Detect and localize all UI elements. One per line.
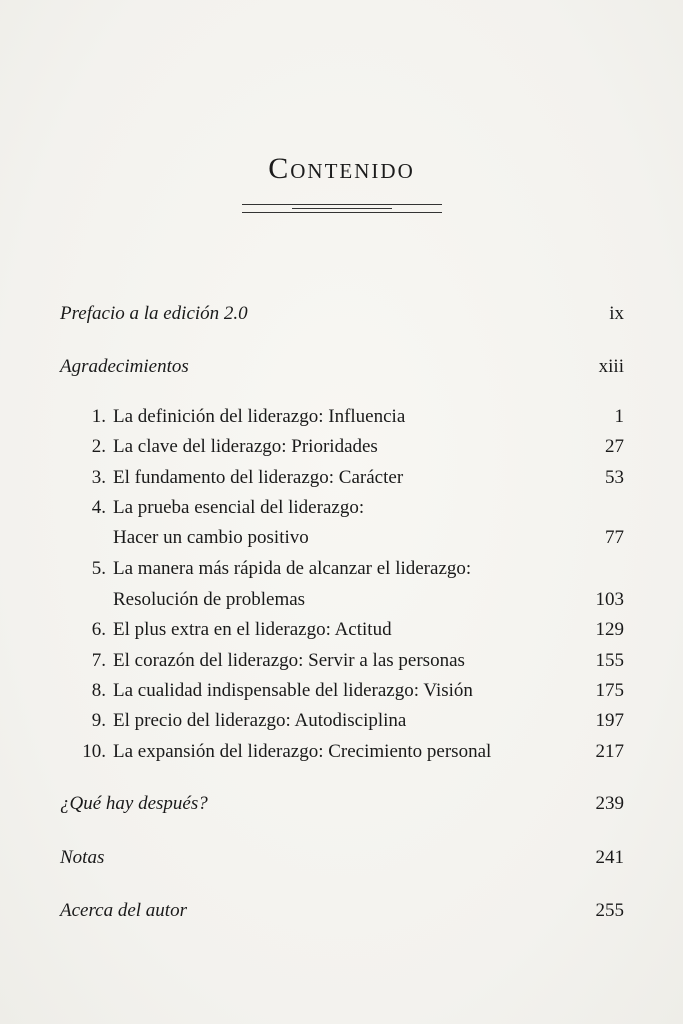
- toc-entry-prefacio: [58, 302, 624, 326]
- toc-entry-page: 241: [595, 847, 624, 868]
- toc-chapter-4: [58, 496, 624, 520]
- title-rule-middle: [292, 208, 392, 209]
- chapter-title: La clave del liderazgo: Prioridades: [113, 436, 378, 457]
- toc-entry-label: Notas: [60, 847, 105, 868]
- chapter-title: La cualidad indispensable del liderazgo: Visión: [113, 680, 473, 701]
- chapter-page: 77: [605, 527, 624, 548]
- chapter-title: La definición del liderazgo: Influencia: [113, 406, 406, 427]
- toc-entry-que-hay-despues: [58, 792, 624, 816]
- chapter-title: La prueba esencial del liderazgo:: [113, 497, 365, 518]
- chapter-number: 9.: [91, 710, 106, 731]
- toc-chapter-5-cont: [58, 588, 624, 612]
- chapter-title: El plus extra en el liderazgo: Actitud: [113, 619, 392, 640]
- chapter-title: La manera más rápida de alcanzar el liderazgo:: [113, 558, 472, 579]
- toc-entry-label: Agradecimientos: [60, 356, 189, 377]
- toc-entry-page: 255: [595, 900, 624, 921]
- toc-chapter-9: [58, 709, 624, 733]
- chapter-page: 197: [595, 710, 624, 731]
- chapter-page: 1: [614, 406, 624, 427]
- chapter-title-cont: Resolución de problemas: [113, 589, 306, 610]
- toc-chapter-10: [58, 740, 624, 764]
- chapter-title: La expansión del liderazgo: Crecimiento personal: [113, 741, 492, 762]
- toc-chapter-3: [58, 466, 624, 490]
- chapter-number: 10.: [82, 741, 106, 762]
- chapter-number: 1.: [91, 406, 106, 427]
- toc-chapter-5: [58, 557, 624, 581]
- chapter-title: El corazón del liderazgo: Servir a las personas: [113, 650, 465, 671]
- toc-chapter-1: [58, 405, 624, 429]
- toc-chapter-8: [58, 679, 624, 703]
- chapter-page: 155: [595, 650, 624, 671]
- chapter-number: 2.: [91, 436, 106, 457]
- chapter-number: 5.: [91, 558, 106, 579]
- chapter-page: 27: [605, 436, 624, 457]
- toc-entry-page: xiii: [598, 356, 624, 377]
- chapter-number: 4.: [91, 497, 106, 518]
- toc-entry-acerca-del-autor: [58, 899, 624, 923]
- chapter-page: 129: [595, 619, 624, 640]
- toc-chapter-7: [58, 649, 624, 673]
- chapter-number: 7.: [91, 650, 106, 671]
- title-rule-bottom: [242, 212, 442, 213]
- toc-entry-page: 239: [595, 793, 624, 814]
- chapter-number: 8.: [91, 680, 106, 701]
- toc-chapter-4-cont: [58, 526, 624, 550]
- chapter-title: El fundamento del liderazgo: Carácter: [113, 467, 404, 488]
- chapter-number: 3.: [91, 467, 106, 488]
- toc-entry-label: Prefacio a la edición 2.0: [60, 303, 248, 324]
- chapter-title: El precio del liderazgo: Autodisciplina: [113, 710, 407, 731]
- chapter-title-cont: Hacer un cambio positivo: [113, 527, 309, 548]
- chapter-number: 6.: [91, 619, 106, 640]
- toc-entry-agradecimientos: [58, 355, 624, 379]
- toc-entry-label: Acerca del autor: [60, 900, 187, 921]
- chapter-page: 103: [595, 589, 624, 610]
- toc-chapter-2: [58, 435, 624, 459]
- chapter-page: 175: [595, 680, 624, 701]
- chapter-page: 217: [595, 741, 624, 762]
- toc-entry-notas: [58, 846, 624, 870]
- title-rule-top: [242, 204, 442, 205]
- toc-entry-page: ix: [609, 303, 624, 324]
- chapter-page: 53: [605, 467, 624, 488]
- toc-chapter-6: [58, 618, 624, 642]
- toc-entry-label: ¿Qué hay después?: [60, 793, 208, 814]
- page-title: Contenido: [268, 152, 415, 185]
